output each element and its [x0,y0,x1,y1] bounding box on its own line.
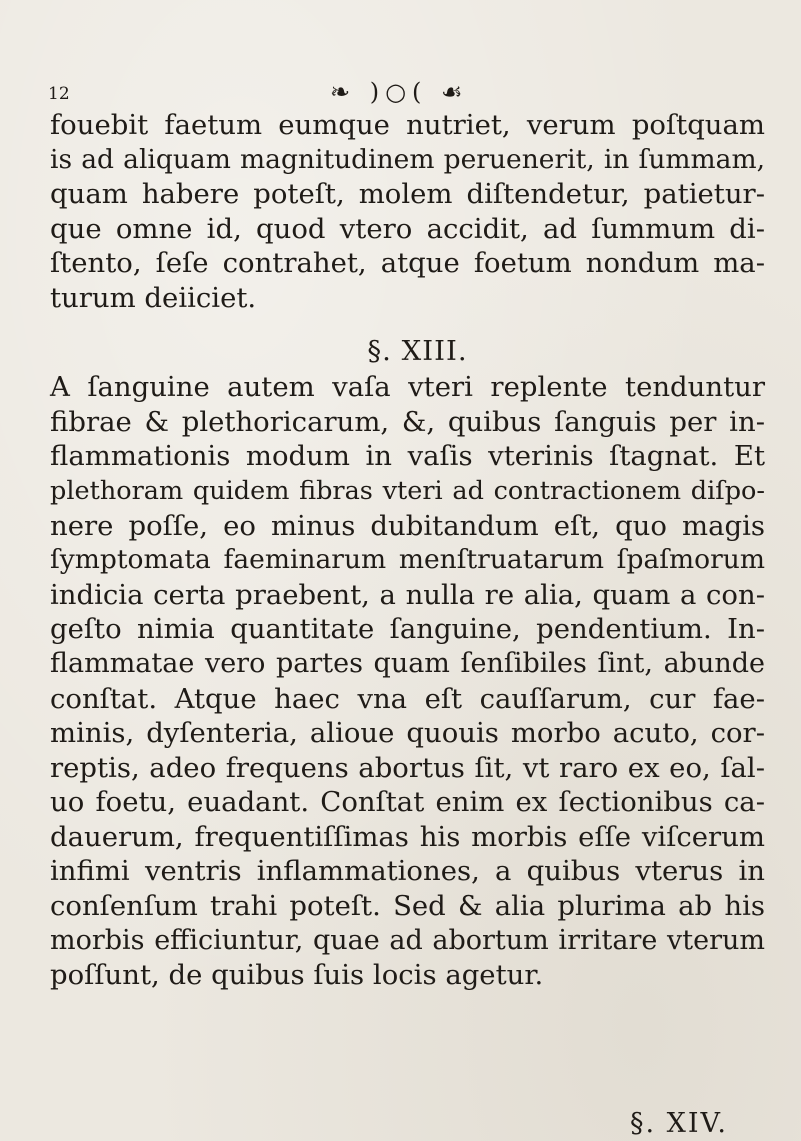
text-line: geſto nimia quantitate ſanguine, pendentium. In- [50,613,765,646]
text-line: minis, dyſenteria, alioue quouis morbo acuto, cor- [50,717,765,750]
catchword: §. XIV. [630,1108,728,1139]
paragraph-1 [50,108,765,316]
text-line: ſtento, ſeſe contrahet, atque foetum nondum ma- [50,247,765,280]
text-line: conſtat. Atque haec vna eſt cauſſarum, cur fae- [50,682,765,715]
text-line: nere poſſe, eo minus dubitandum eſt, quo magis [50,509,765,542]
text-line: A ſanguine autem vaſa vteri replente tenduntur [50,371,765,404]
text-line: quam habere poteſt, molem diſtendetur, patietur- [50,178,765,211]
text-line: infimi ventris inflammationes, a quibus vterus in [50,855,765,888]
header-ornament: ❧ )○( ☙ [330,78,469,106]
text-line: turum deiiciet. [50,281,257,314]
section-heading: §. XIII. [367,334,468,367]
text-line: flammationis modum in vaſis vterinis ſtagnat. Et [50,440,765,473]
text-line: que omne id, quod vtero accidit, ad ſummum di- [50,212,765,245]
text-line: plethoram quidem fibras vteri ad contractionem diſpo- [50,475,765,506]
text-line: ſymptomata faeminarum menſtruatarum ſpaſmorum [50,544,765,576]
page-number: 12 [48,84,70,104]
text-line: reptis, adeo frequens abortus ſit, vt raro ex eo, ſal- [50,751,765,784]
text-line: fouebit faetum eumque nutriet, verum poſtquam [50,109,765,141]
text-line: flammatae vero partes quam ſenſibiles ſint, abunde [50,647,765,679]
text-line: dauerum, frequentiſſimas his morbis eſſe viſcerum [50,820,765,853]
running-header [48,78,768,108]
paragraph-2 [50,370,765,993]
body-text [50,108,765,993]
text-line: morbis efficiuntur, quae ad abortum irritare vterum [50,924,765,956]
text-line: uo foetu, euadant. Conſtat enim ex ſectionibus ca- [50,786,765,819]
text-line: poſſunt, de quibus ſuis locis agetur. [50,959,544,992]
text-line: conſenſum trahi poteſt. Sed & alia plurima ab his [50,890,765,923]
text-line: indicia certa praebent, a nulla re alia, quam a con- [50,578,765,611]
text-line: is ad aliquam magnitudinem peruenerit, in ſummam, [50,143,765,175]
text-line: fibrae & plethoricarum, &, quibus ſanguis per in- [50,405,765,438]
